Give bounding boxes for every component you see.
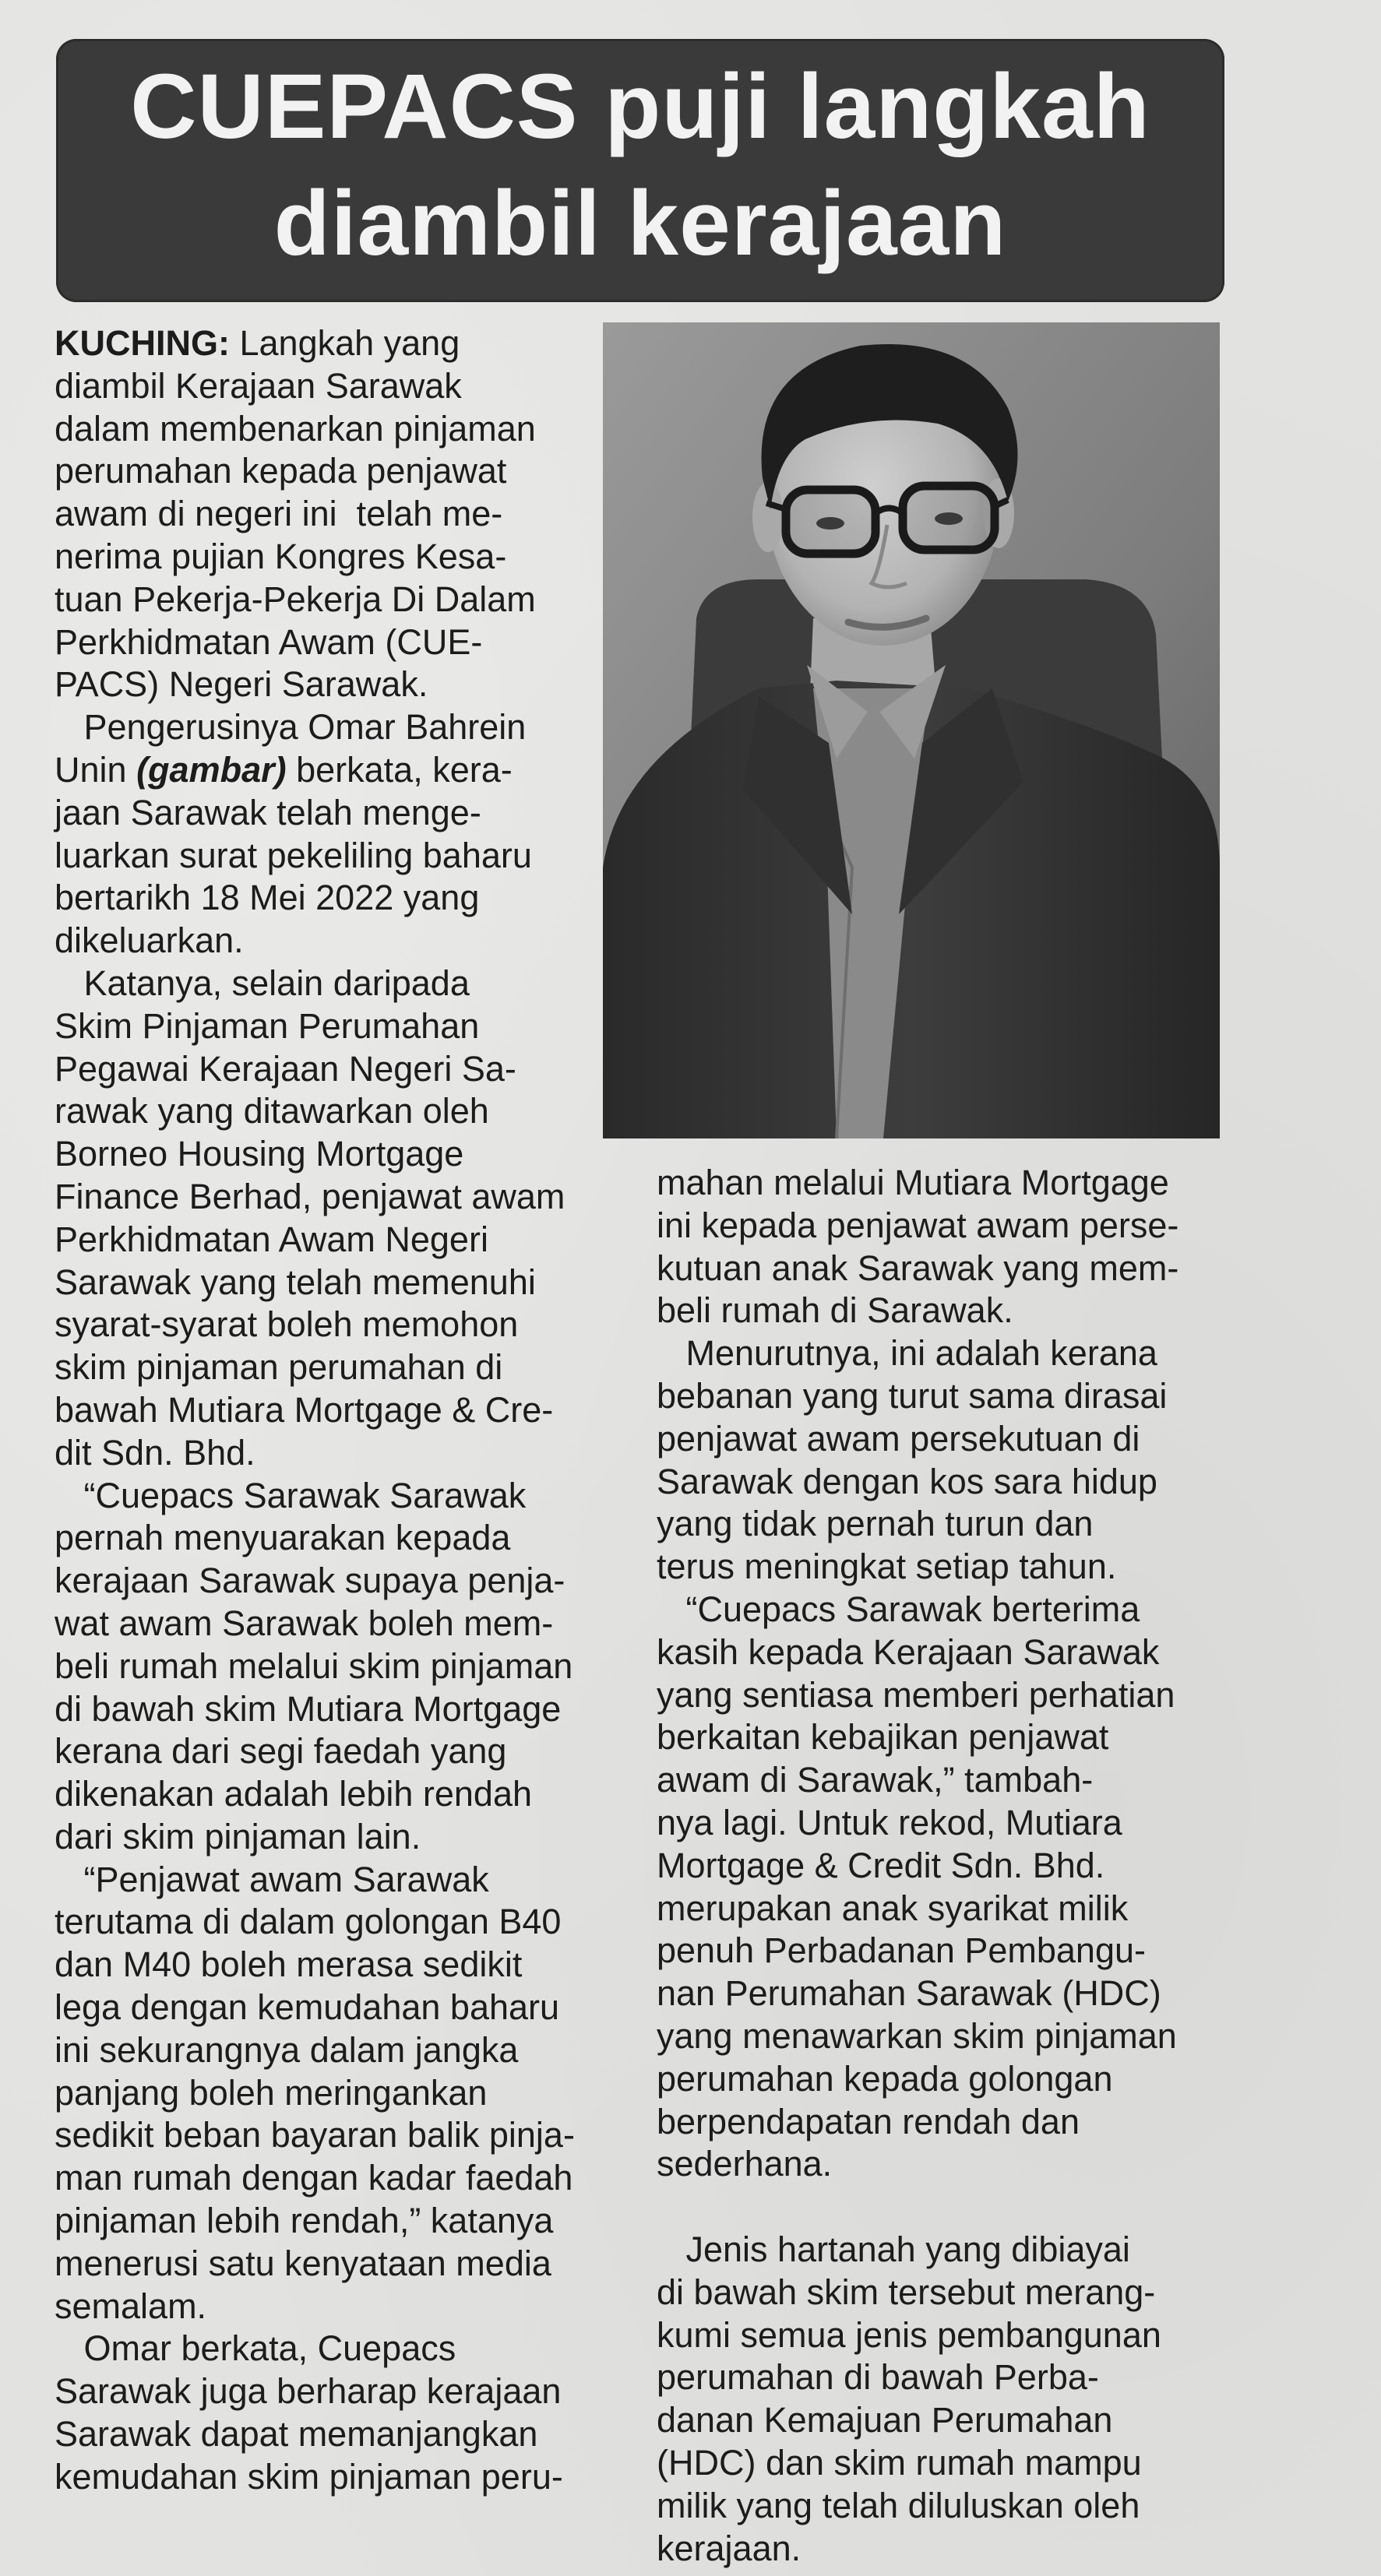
text-line: dalam membenarkan pinjaman — [55, 408, 536, 449]
text-line: bawah Mutiara Mortgage & Cre- — [55, 1389, 554, 1430]
text-line: Skim Pinjaman Perumahan — [55, 1005, 480, 1046]
text-line: lega dengan kemudahan baharu — [55, 1987, 560, 2028]
text-line: kasih kepada Kerajaan Sarawak — [657, 1631, 1160, 1672]
text-line: awam di negeri ini telah me- — [55, 494, 503, 534]
text-line: terutama di dalam golongan B40 — [55, 1902, 562, 1942]
text-line: merupakan anak syarikat milik — [657, 1888, 1129, 1928]
text-line: ini sekurangnya dalam jangka — [55, 2029, 519, 2070]
text-line: dikeluarkan. — [55, 920, 244, 961]
text-line: bertarikh 18 Mei 2022 yang — [55, 878, 480, 918]
text-line: Sarawak dengan kos sara hidup — [657, 1461, 1157, 1501]
text-line: perumahan kepada penjawat — [55, 451, 507, 491]
text-line: Langkah yang — [229, 323, 460, 363]
text-line: syarat-syarat boleh memohon — [55, 1304, 519, 1345]
text-line: perumahan kepada golongan — [657, 2058, 1113, 2099]
text-line: kerana dari segi faedah yang — [55, 1731, 507, 1772]
text-line: bebanan yang turut sama dirasai — [657, 1375, 1168, 1416]
photo-reference: (gambar) — [136, 749, 287, 790]
headline-line-1: CUEPACS puji langkah — [130, 55, 1150, 158]
dateline: KUCHING: — [55, 323, 230, 363]
text-line: diambil Kerajaan Sarawak — [55, 365, 462, 406]
text-line: di bawah skim tersebut merang- — [657, 2272, 1156, 2312]
text-line: luarkan surat pekeliling baharu — [55, 835, 532, 875]
text-line: Perkhidmatan Awam Negeri — [55, 1219, 488, 1259]
text-line: Katanya, selain daripada — [55, 962, 470, 1003]
text-line: mahan melalui Mutiara Mortgage — [657, 1163, 1169, 1202]
text-line: awam di Sarawak,” tambah- — [657, 1760, 1094, 1800]
text-line: jaan Sarawak telah menge- — [55, 792, 481, 832]
text-line: Omar berkata, Cuepacs — [55, 2328, 456, 2369]
portrait-photo — [603, 322, 1220, 1138]
text-line: tuan Pekerja-Pekerja Di Dalam — [55, 579, 536, 619]
text-line: nya lagi. Untuk rekod, Mutiara — [657, 1802, 1122, 1842]
text-line: Sarawak juga berharap kerajaan — [55, 2371, 562, 2412]
text-line: Sarawak yang telah memenuhi — [55, 1262, 536, 1302]
text-line: berkaitan kebajikan penjawat — [657, 1717, 1109, 1758]
text-line: nerima pujian Kongres Kesa- — [55, 536, 507, 576]
text-line: menerusi satu kenyataan media — [55, 2243, 551, 2283]
text-line: sederhana. — [657, 2144, 833, 2184]
text-line: yang menawarkan skim pinjaman — [657, 2015, 1177, 2056]
text-line: wat awam Sarawak boleh mem- — [55, 1603, 554, 1643]
text-line: Unin — [55, 749, 137, 790]
text-line: kerajaan Sarawak supaya penja- — [55, 1561, 565, 1601]
text-line: danan Kemajuan Perumahan — [657, 2400, 1113, 2441]
headline-banner — [56, 39, 1224, 302]
text-line: penuh Perbadanan Pembangu- — [657, 1930, 1147, 1971]
text-line: berpendapatan rendah dan — [657, 2101, 1080, 2141]
text-line: dit Sdn. Bhd. — [55, 1432, 255, 1473]
text-line: rawak yang ditawarkan oleh — [55, 1091, 489, 1131]
text-line: kerajaan. — [657, 2528, 801, 2568]
text-line: “Penjawat awam Sarawak — [55, 1859, 489, 1899]
text-line: yang tidak pernah turun dan — [657, 1504, 1094, 1544]
text-line: (HDC) dan skim rumah mampu — [657, 2442, 1142, 2483]
text-line: dan M40 boleh merasa sedikit — [55, 1944, 523, 1985]
text-line: man rumah dengan kadar faedah — [55, 2158, 573, 2198]
text-line: nan Perumahan Sarawak (HDC) — [657, 1973, 1161, 2014]
text-line: PACS) Negeri Sarawak. — [55, 664, 428, 705]
text-line: kemudahan skim pinjaman peru- — [55, 2456, 563, 2497]
text-line: perumahan di bawah Perba- — [657, 2357, 1099, 2398]
text-line: terus meningkat setiap tahun. — [657, 1547, 1117, 1587]
text-line: berkata, kera- — [286, 749, 513, 790]
text-line: ini kepada penjawat awam perse- — [657, 1205, 1179, 1245]
text-line: penjawat awam persekutuan di — [657, 1418, 1140, 1459]
text-line: Finance Berhad, penjawat awam — [55, 1176, 565, 1216]
text-line: Perkhidmatan Awam (CUE- — [55, 621, 483, 662]
text-line: sedikit beban bayaran balik pinja- — [55, 2115, 575, 2155]
text-line: “Cuepacs Sarawak Sarawak — [55, 1475, 527, 1515]
text-line: pernah menyuarakan kepada — [55, 1518, 511, 1558]
text-line: Sarawak dapat memanjangkan — [55, 2414, 538, 2455]
text-line: di bawah skim Mutiara Mortgage — [55, 1688, 562, 1729]
text-line: Mortgage & Credit Sdn. Bhd. — [657, 1845, 1105, 1885]
text-line: skim pinjaman perumahan di — [55, 1347, 503, 1388]
text-line: beli rumah di Sarawak. — [657, 1290, 1013, 1331]
text-line: kumi semua jenis pembangunan — [657, 2314, 1161, 2355]
text-line: kutuan anak Sarawak yang mem- — [657, 1248, 1179, 1288]
article-column-2 — [657, 1162, 1178, 2570]
text-line: Borneo Housing Mortgage — [55, 1134, 464, 1174]
text-line: panjang boleh meringankan — [55, 2072, 488, 2113]
text-line: Pegawai Kerajaan Negeri Sa- — [55, 1048, 516, 1089]
text-line: dikenakan adalah lebih rendah — [55, 1774, 532, 1814]
headline-line-2: diambil kerajaan — [273, 172, 1007, 275]
text-line: beli rumah melalui skim pinjaman — [55, 1645, 573, 1686]
text-line: milik yang telah diluluskan oleh — [657, 2485, 1140, 2525]
text-line: Menurutnya, ini adalah kerana — [657, 1333, 1157, 1374]
text-line: dari skim pinjaman lain. — [55, 1816, 421, 1856]
text-line: Jenis hartanah yang dibiayai — [657, 2229, 1130, 2269]
text-line: semalam. — [55, 2286, 207, 2326]
text-line: pinjaman lebih rendah,” katanya — [55, 2201, 554, 2241]
text-line: Pengerusinya Omar Bahrein — [55, 707, 527, 748]
text-line: “Cuepacs Sarawak berterima — [657, 1589, 1140, 1629]
article-column-1 — [55, 322, 575, 2499]
text-line: yang sentiasa memberi perhatian — [657, 1674, 1175, 1715]
